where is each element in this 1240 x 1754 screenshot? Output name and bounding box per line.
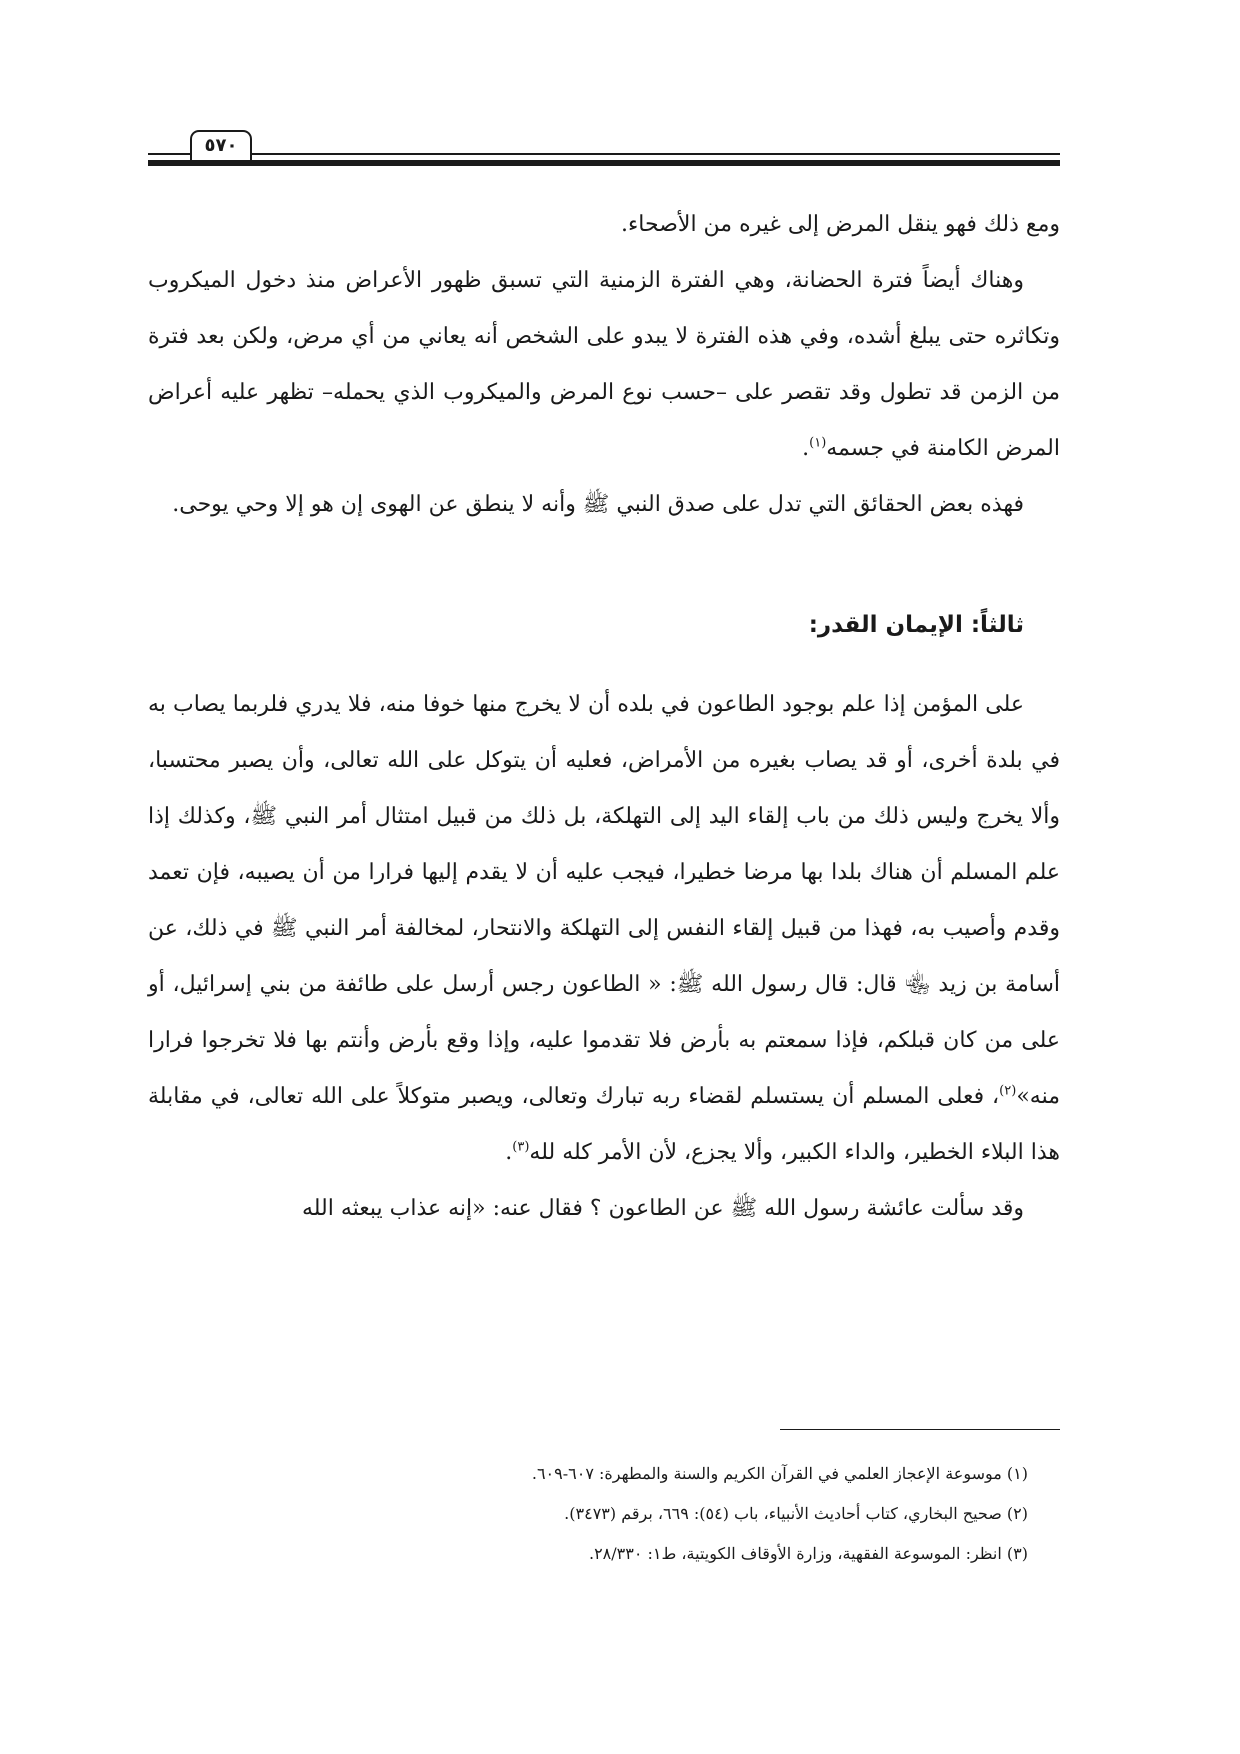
page-number: ٥٧٠ [190, 130, 252, 160]
paragraph-text: ومع ذلك فهو ينقل المرض إلى غيره من الأصحاء. [620, 212, 1060, 237]
footnote-ref[interactable]: (٢) [999, 1083, 1017, 1099]
body-text [148, 197, 1060, 1237]
paragraph-text: ، فعلى المسلم أن يستسلم لقضاء ربه تبارك وتعالى، ويصبر متوكلاً على الله تعالى، في مقابلة هذا البلاء الخطير، والداء الكبير، وألا يجزع، لأن الأمر كله لله [148, 1084, 1060, 1165]
footnote-ref[interactable]: (٣) [512, 1139, 530, 1155]
footnote-divider [780, 1429, 1060, 1430]
paragraph [148, 677, 1060, 1181]
footnotes [148, 1454, 1028, 1574]
paragraph-text: . [802, 436, 810, 461]
paragraph [148, 253, 1060, 477]
paragraph-text: على المؤمن إذا علم بوجود الطاعون في بلده أن لا يخرج منها خوفا منه، فلا يدري فلربما يصاب به في بلدة أخرى، أو قد يصاب بغيره من الأمراض، فعليه أن يتوكل على الله تعالى، وأن يصبر محتسبا، وألا يخرج وليس ذلك من باب إلقاء اليد إلى التهلكة، بل ذلك من قبيل امتثال أمر النبي ﷺ، وكذلك إذا علم المسلم أن هناك بلدا بها مرضا خطيرا، فيجب عليه أن لا يقدم إليها فرارا من أن يصيبه، فإن تعمد وقدم وأصيب به، فهذا من قبيل إلقاء النفس إلى التهلكة والانتحار، لمخالفة أمر النبي ﷺ في ذلك، عن أسامة بن زيد ﵄ قال: قال رسول الله ﷺ: « الطاعون رجس أرسل على طائفة من بني إسرائيل، أو على من كان قبلكم، فإذا سمعتم به بأرض فلا تقدموا عليه، وإذا وقع بأرض وأنتم بها فلا تخرجوا فرارا منه» [148, 692, 1060, 1109]
paragraph-text: وقد سألت عائشة رسول الله ﷺ عن الطاعون ؟ فقال عنه: «إنه عذاب يبعثه الله [301, 1196, 1024, 1221]
header-rule-thick [148, 160, 1060, 166]
paragraph [148, 477, 1060, 533]
footnote-ref[interactable]: (١) [809, 435, 827, 451]
footnote: (١) موسوعة الإعجاز العلمي في القرآن الكريم والسنة والمطهرة: ٦٠٧-٦٠٩. [531, 1464, 1028, 1483]
footnote: (٢) صحيح البخاري، كتاب أحاديث الأنبياء، باب (٥٤): ٦٦٩، برقم (٣٤٧٣). [564, 1504, 1028, 1523]
paragraph-text: وهناك أيضاً فترة الحضانة، وهي الفترة الزمنية التي تسبق ظهور الأعراض منذ دخول الميكروب وتكاثره حتى يبلغ أشده، وفي هذه الفترة لا يبدو على الشخص أنه يعاني من أي مرض، ولكن بعد فترة من الزمن قد تطول وقد تقصر على –حسب نوع المرض والميكروب الذي يحمله– تظهر عليه أعراض المرض الكامنة في جسمه [148, 268, 1060, 461]
page-header [148, 130, 1060, 170]
footnote: (٣) انظر: الموسوعة الفقهية، وزارة الأوقاف الكويتية، ط١: ٢٨/٣٣٠. [588, 1544, 1028, 1563]
paragraph-text: فهذه بعض الحقائق التي تدل على صدق النبي ﷺ وأنه لا ينطق عن الهوى إن هو إلا وحي يوحى. [172, 492, 1024, 517]
header-rule-thin [148, 153, 1060, 155]
section-heading: ثالثاً: الإيمان القدر: [808, 612, 1024, 638]
paragraph-text: . [505, 1140, 513, 1165]
paragraph [148, 197, 1060, 253]
paragraph [148, 1181, 1060, 1237]
